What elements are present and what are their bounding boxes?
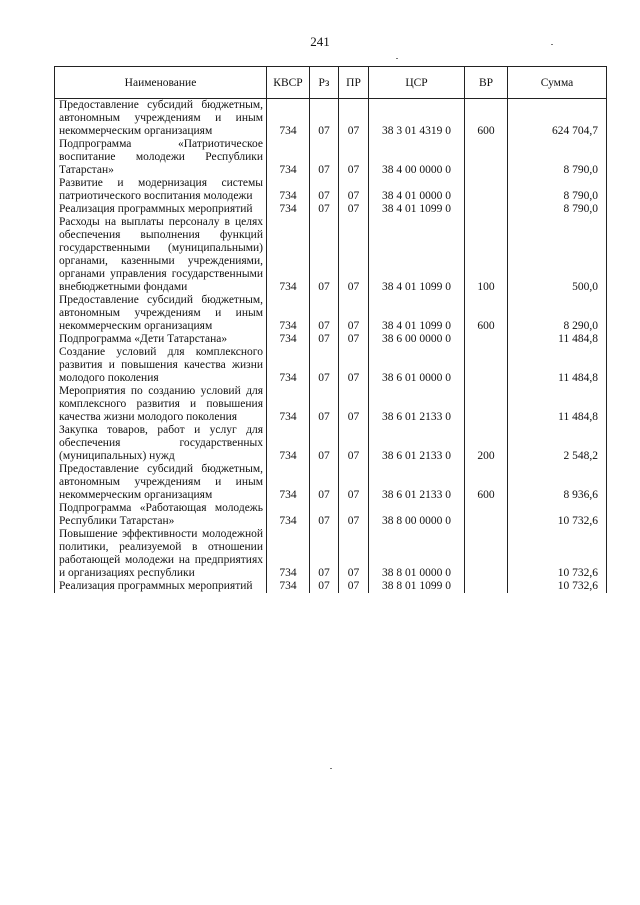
- cell-vr: 100: [465, 216, 508, 294]
- cell-name: Подпрограмма «Дети Татарстана»: [55, 333, 267, 346]
- cell-pr: 07: [339, 333, 369, 346]
- scan-speck: [396, 58, 398, 59]
- cell-sum: 500,0: [508, 216, 607, 294]
- cell-rz: 07: [310, 385, 339, 424]
- table-row: [55, 99, 607, 139]
- cell-kvsr: 734: [267, 463, 310, 502]
- cell-pr: 07: [339, 528, 369, 580]
- cell-kvsr: 734: [267, 346, 310, 385]
- cell-csr: 38 4 01 1099 0: [369, 216, 465, 294]
- cell-rz: 07: [310, 294, 339, 333]
- cell-pr: 07: [339, 424, 369, 463]
- cell-pr: 07: [339, 138, 369, 177]
- cell-name: Создание условий для комплексного развития и повышения качества жизни молодого поколения: [55, 346, 267, 385]
- cell-name: Реализация программных мероприятий: [55, 580, 267, 593]
- budget-table: [54, 66, 607, 593]
- cell-kvsr: 734: [267, 385, 310, 424]
- cell-csr: 38 6 01 2133 0: [369, 424, 465, 463]
- cell-csr: 38 8 01 0000 0: [369, 528, 465, 580]
- table-row: [55, 333, 607, 346]
- cell-pr: 07: [339, 294, 369, 333]
- cell-rz: 07: [310, 333, 339, 346]
- cell-csr: 38 4 00 0000 0: [369, 138, 465, 177]
- table-header-row: [55, 67, 607, 99]
- cell-csr: 38 6 01 2133 0: [369, 385, 465, 424]
- cell-name: Предоставление субсидий бюджетным, автономным учреждениям и иным некоммерческим организациям: [55, 99, 267, 139]
- cell-name: Закупка товаров, работ и услуг для обеспечения государственных (муниципальных) нужд: [55, 424, 267, 463]
- cell-pr: 07: [339, 385, 369, 424]
- column-header-vr: ВР: [465, 67, 508, 99]
- cell-kvsr: 734: [267, 528, 310, 580]
- cell-pr: 07: [339, 216, 369, 294]
- cell-rz: 07: [310, 216, 339, 294]
- cell-csr: 38 6 01 2133 0: [369, 463, 465, 502]
- cell-pr: 07: [339, 463, 369, 502]
- cell-sum: 8 290,0: [508, 294, 607, 333]
- cell-kvsr: 734: [267, 177, 310, 203]
- table-row: [55, 177, 607, 203]
- cell-sum: 8 790,0: [508, 203, 607, 216]
- table-row: [55, 528, 607, 580]
- cell-sum: 11 484,8: [508, 346, 607, 385]
- cell-csr: 38 4 01 1099 0: [369, 203, 465, 216]
- cell-name: Подпрограмма «Патриотическое воспитание молодежи Республики Татарстан»: [55, 138, 267, 177]
- cell-name: Предоставление субсидий бюджетным, автономным учреждениям и иным некоммерческим организациям: [55, 294, 267, 333]
- cell-sum: 8 936,6: [508, 463, 607, 502]
- cell-rz: 07: [310, 580, 339, 593]
- column-header-rz: Рз: [310, 67, 339, 99]
- cell-vr: [465, 580, 508, 593]
- cell-rz: 07: [310, 528, 339, 580]
- cell-name: Подпрограмма «Работающая молодежь Республики Татарстан»: [55, 502, 267, 528]
- cell-vr: [465, 502, 508, 528]
- cell-rz: 07: [310, 177, 339, 203]
- cell-kvsr: 734: [267, 502, 310, 528]
- cell-sum: 624 704,7: [508, 99, 607, 139]
- cell-vr: [465, 528, 508, 580]
- cell-vr: [465, 333, 508, 346]
- cell-kvsr: 734: [267, 580, 310, 593]
- cell-sum: 10 732,6: [508, 528, 607, 580]
- cell-kvsr: 734: [267, 99, 310, 139]
- column-header-pr: ПР: [339, 67, 369, 99]
- cell-vr: 200: [465, 424, 508, 463]
- cell-rz: 07: [310, 99, 339, 139]
- table-row: [55, 580, 607, 593]
- column-header-csr: ЦСР: [369, 67, 465, 99]
- cell-rz: 07: [310, 203, 339, 216]
- cell-kvsr: 734: [267, 216, 310, 294]
- cell-sum: 11 484,8: [508, 385, 607, 424]
- cell-pr: 07: [339, 502, 369, 528]
- table-row: [55, 385, 607, 424]
- cell-vr: [465, 385, 508, 424]
- cell-rz: 07: [310, 424, 339, 463]
- table-row: [55, 502, 607, 528]
- cell-name: Расходы на выплаты персоналу в целях обеспечения выполнения функций государственными (муниципальными) органами, казенными учреждениями, органами управления государственными внебюджетными фондами: [55, 216, 267, 294]
- cell-csr: 38 6 00 0000 0: [369, 333, 465, 346]
- cell-sum: 8 790,0: [508, 138, 607, 177]
- cell-pr: 07: [339, 99, 369, 139]
- table-row: [55, 203, 607, 216]
- cell-kvsr: 734: [267, 203, 310, 216]
- cell-sum: 11 484,8: [508, 333, 607, 346]
- table-row: [55, 216, 607, 294]
- table-row: [55, 424, 607, 463]
- cell-name: Повышение эффективности молодежной политики, реализуемой в отношении работающей молодежи на предприятиях и организациях республики: [55, 528, 267, 580]
- cell-sum: 10 732,6: [508, 580, 607, 593]
- table-row: [55, 463, 607, 502]
- cell-kvsr: 734: [267, 424, 310, 463]
- cell-name: Реализация программных мероприятий: [55, 203, 267, 216]
- cell-csr: 38 3 01 4319 0: [369, 99, 465, 139]
- column-header-name: Наименование: [55, 67, 267, 99]
- column-header-sum: Сумма: [508, 67, 607, 99]
- cell-sum: 8 790,0: [508, 177, 607, 203]
- cell-csr: 38 4 01 1099 0: [369, 294, 465, 333]
- cell-pr: 07: [339, 203, 369, 216]
- table-body: [55, 99, 607, 594]
- cell-rz: 07: [310, 138, 339, 177]
- cell-vr: [465, 138, 508, 177]
- cell-vr: 600: [465, 463, 508, 502]
- cell-name: Мероприятия по созданию условий для комплексного развития и повышения качества жизни молодого поколения: [55, 385, 267, 424]
- cell-rz: 07: [310, 346, 339, 385]
- scan-speck: [330, 768, 332, 769]
- cell-csr: 38 8 01 1099 0: [369, 580, 465, 593]
- cell-vr: 600: [465, 99, 508, 139]
- cell-kvsr: 734: [267, 333, 310, 346]
- cell-vr: [465, 346, 508, 385]
- cell-sum: 2 548,2: [508, 424, 607, 463]
- cell-pr: 07: [339, 177, 369, 203]
- scan-speck: [551, 44, 553, 45]
- cell-rz: 07: [310, 463, 339, 502]
- cell-vr: 600: [465, 294, 508, 333]
- table-row: [55, 294, 607, 333]
- cell-vr: [465, 203, 508, 216]
- cell-csr: 38 4 01 0000 0: [369, 177, 465, 203]
- cell-name: Предоставление субсидий бюджетным, автономным учреждениям и иным некоммерческим организациям: [55, 463, 267, 502]
- table-row: [55, 138, 607, 177]
- cell-csr: 38 8 00 0000 0: [369, 502, 465, 528]
- cell-pr: 07: [339, 346, 369, 385]
- cell-pr: 07: [339, 580, 369, 593]
- cell-rz: 07: [310, 502, 339, 528]
- page-number: 241: [310, 34, 330, 49]
- column-header-kvsr: КВСР: [267, 67, 310, 99]
- table-row: [55, 346, 607, 385]
- cell-vr: [465, 177, 508, 203]
- cell-csr: 38 6 01 0000 0: [369, 346, 465, 385]
- cell-sum: 10 732,6: [508, 502, 607, 528]
- cell-kvsr: 734: [267, 138, 310, 177]
- cell-kvsr: 734: [267, 294, 310, 333]
- cell-name: Развитие и модернизация системы патриотического воспитания молодежи: [55, 177, 267, 203]
